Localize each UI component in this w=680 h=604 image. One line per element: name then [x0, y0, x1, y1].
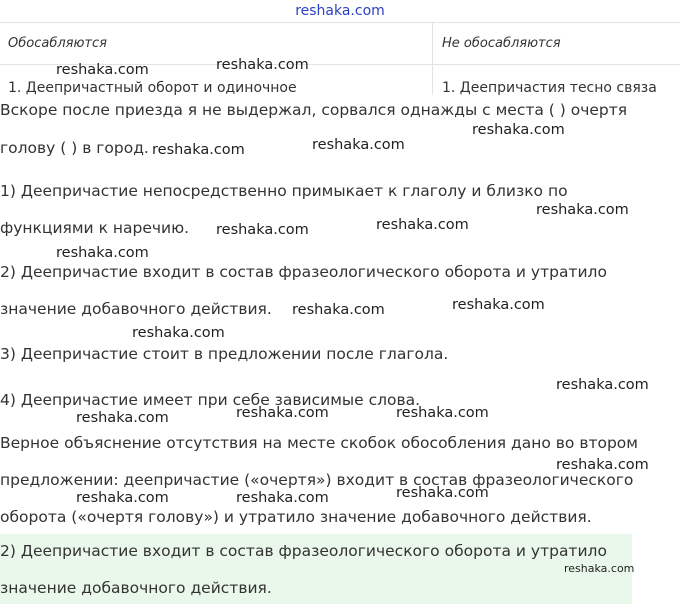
watermark: reshaka.com — [216, 57, 309, 73]
option-2-line-1: 2) Деепричастие входит в состав фразеологического оборота и утратило — [0, 263, 607, 281]
watermark: reshaka.com — [376, 217, 469, 233]
watermark: reshaka.com — [312, 137, 405, 153]
watermark: reshaka.com — [292, 302, 385, 318]
answer-line-1: 2) Деепричастие входит в состав фразеологического оборота и утратило — [0, 542, 607, 560]
watermark: reshaka.com — [556, 457, 649, 473]
table-header-left: Обосабляются — [8, 36, 107, 51]
option-1-line-2: функциями к наречию. — [0, 219, 190, 237]
watermark: reshaka.com — [236, 490, 329, 506]
watermark: reshaka.com — [56, 245, 149, 261]
watermark: reshaka.com — [236, 405, 329, 421]
option-1-line-1: 1) Деепричастие непосредственно примыкает к глаголу и близко по — [0, 182, 568, 200]
option-4: 4) Деепричастие имеет при себе зависимые слова. — [0, 391, 421, 409]
column-divider — [432, 23, 433, 95]
watermark: reshaka.com — [556, 377, 649, 393]
rules-table — [0, 22, 680, 94]
table-cell-left: 1. Деепричастный оборот и одиночное — [8, 80, 297, 96]
watermark: reshaka.com — [396, 405, 489, 421]
watermark: reshaka.com — [536, 202, 629, 218]
sentence-line-1: Вскоре после приезда я не выдержал, сорвался однажды с места ( ) очертя — [0, 101, 628, 119]
watermark: reshaka.com — [452, 297, 545, 313]
watermark: reshaka.com — [396, 485, 489, 501]
watermark: reshaka.com — [472, 122, 565, 138]
option-3: 3) Деепричастие стоит в предложении после глагола. — [0, 345, 449, 363]
table-cell-right: 1. Деепричастия тесно связа — [442, 80, 657, 96]
explanation-line-3: оборота («очертя голову») и утратило значение добавочного действия. — [0, 508, 592, 526]
watermark: reshaka.com — [56, 62, 149, 78]
answer-line-2: значение добавочного действия. — [0, 579, 272, 597]
explanation-line-2: предложении: деепричастие («очертя») входит в состав фразеологического — [0, 471, 634, 489]
option-2-line-2: значение добавочного действия. — [0, 300, 272, 318]
site-link[interactable]: reshaka.com — [295, 3, 385, 19]
watermark: reshaka.com — [76, 410, 169, 426]
watermark: reshaka.com — [132, 325, 225, 341]
explanation-line-1: Верное объяснение отсутствия на месте скобок обособления дано во втором — [0, 434, 638, 452]
watermark: reshaka.com — [76, 490, 169, 506]
watermark: reshaka.com — [216, 222, 309, 238]
watermark: reshaka.com — [152, 142, 245, 158]
watermark: reshaka.com — [564, 562, 635, 575]
sentence-line-2: голову ( ) в город. — [0, 139, 149, 157]
table-header-right: Не обосабляются — [442, 36, 561, 51]
